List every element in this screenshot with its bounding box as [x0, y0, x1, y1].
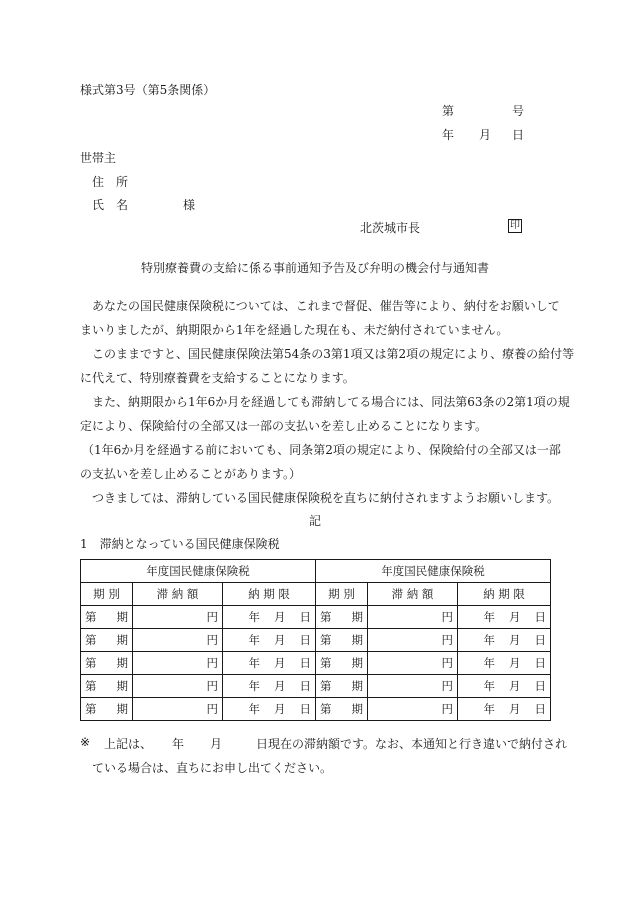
period-suffix: 期 [116, 633, 128, 647]
due-day: 日 [534, 679, 546, 693]
table-row [81, 652, 551, 675]
table-row [81, 675, 551, 698]
due-date-cell [223, 698, 316, 721]
yen-unit: 円 [441, 702, 453, 716]
col-header-amount: 滞 納 額 [368, 583, 458, 606]
period-suffix: 期 [351, 679, 363, 693]
period-suffix: 期 [116, 679, 128, 693]
doc-number-suffix: 号 [512, 104, 525, 118]
period-prefix: 第 [85, 633, 117, 647]
doc-date-day: 日 [512, 128, 525, 142]
period-suffix: 期 [116, 610, 128, 624]
issuer-name: 北茨城市長 [360, 221, 421, 235]
body-line-2: まいりましたが、納期限から1年を経過した現在も、未だ納付されていません。 [80, 323, 509, 337]
due-day: 日 [534, 633, 546, 647]
addressee-heading: 世帯主 [80, 151, 117, 165]
amount-cell [133, 698, 223, 721]
due-month: 月 [509, 679, 521, 693]
address-label: 住 所 [92, 175, 129, 189]
due-year: 年 [248, 702, 260, 716]
due-date-cell [223, 652, 316, 675]
period-cell [316, 698, 368, 721]
due-month: 月 [274, 702, 286, 716]
due-year: 年 [483, 656, 495, 670]
due-day: 日 [299, 656, 311, 670]
period-prefix: 第 [85, 702, 117, 716]
period-prefix: 第 [320, 679, 352, 693]
amount-cell [368, 698, 458, 721]
note-year: 年 [172, 737, 185, 751]
amount-cell [133, 675, 223, 698]
body-line-5: また、納期限から1年6か月を経過しても滞納してる場合には、同法第63条の2第1項の規 [92, 395, 570, 409]
due-month: 月 [274, 679, 286, 693]
due-month: 月 [509, 610, 521, 624]
yen-unit: 円 [206, 679, 218, 693]
due-month: 月 [509, 702, 521, 716]
group-header-left: 年度国民健康保険税 [81, 560, 316, 583]
ki-marker: 記 [308, 514, 321, 528]
doc-date-year: 年 [442, 128, 455, 142]
due-day: 日 [534, 702, 546, 716]
due-day: 日 [299, 633, 311, 647]
period-prefix: 第 [320, 702, 352, 716]
body-line-7: （1年6か月を経過する前においても、同条第2項の規定により、保険給付の全部又は一部 [82, 443, 561, 457]
table-column-header-row [81, 583, 551, 606]
col-header-period: 期 別 [316, 583, 368, 606]
yen-unit: 円 [441, 610, 453, 624]
period-cell [316, 652, 368, 675]
col-header-due: 納 期 限 [458, 583, 551, 606]
period-prefix: 第 [85, 656, 117, 670]
due-month: 月 [274, 610, 286, 624]
amount-cell [133, 652, 223, 675]
table-row [81, 606, 551, 629]
yen-unit: 円 [206, 702, 218, 716]
due-date-cell [223, 675, 316, 698]
due-day: 日 [299, 679, 311, 693]
due-month: 月 [509, 656, 521, 670]
due-month: 月 [274, 633, 286, 647]
col-header-due: 納 期 限 [223, 583, 316, 606]
due-year: 年 [483, 679, 495, 693]
due-year: 年 [248, 656, 260, 670]
form-label: 様式第3号（第5条関係） [80, 83, 216, 97]
yen-unit: 円 [441, 656, 453, 670]
note-month: 月 [210, 737, 223, 751]
period-cell [316, 629, 368, 652]
period-suffix: 期 [351, 656, 363, 670]
period-prefix: 第 [320, 610, 352, 624]
body-line-3: このままですと、国民健康保険法第54条の3第1項又は第2項の規定により、療養の給付等 [92, 347, 575, 361]
amount-cell [368, 652, 458, 675]
period-suffix: 期 [116, 656, 128, 670]
period-cell [81, 698, 133, 721]
due-date-cell [458, 606, 551, 629]
due-year: 年 [483, 633, 495, 647]
honorific: 様 [183, 198, 196, 212]
body-line-6: 定により、保険給付の全部又は一部の支払いを差し止めることになります。 [80, 419, 488, 433]
arrears-table [80, 559, 551, 721]
body-line-8: の支払いを差し止めることがあります。） [80, 467, 302, 481]
table-group-header-row [81, 560, 551, 583]
note-text-1: 上記は、 [104, 737, 153, 751]
yen-unit: 円 [206, 610, 218, 624]
section-heading: 1 滞納となっている国民健康保険税 [80, 537, 280, 551]
due-date-cell [458, 652, 551, 675]
amount-cell [133, 629, 223, 652]
due-date-cell [458, 629, 551, 652]
due-year: 年 [483, 610, 495, 624]
yen-unit: 円 [206, 633, 218, 647]
period-prefix: 第 [85, 679, 117, 693]
note-text-3: ている場合は、直ちにお申し出てください。 [92, 761, 333, 775]
period-cell [81, 606, 133, 629]
doc-number-prefix: 第 [442, 104, 455, 118]
body-line-4: に代えて、特別療養費を支給することになります。 [80, 371, 355, 385]
period-prefix: 第 [320, 656, 352, 670]
period-cell [81, 652, 133, 675]
period-suffix: 期 [116, 702, 128, 716]
body-line-1: あなたの国民健康保険税については、これまで督促、催告等により、納付をお願いして [92, 299, 560, 313]
due-year: 年 [483, 702, 495, 716]
period-suffix: 期 [351, 702, 363, 716]
period-prefix: 第 [320, 633, 352, 647]
yen-unit: 円 [441, 679, 453, 693]
due-date-cell [458, 698, 551, 721]
due-month: 月 [274, 656, 286, 670]
period-cell [316, 675, 368, 698]
due-day: 日 [534, 610, 546, 624]
due-year: 年 [248, 679, 260, 693]
period-prefix: 第 [85, 610, 117, 624]
col-header-period: 期 別 [81, 583, 133, 606]
due-year: 年 [248, 610, 260, 624]
due-date-cell [223, 629, 316, 652]
name-label: 氏 名 [92, 198, 129, 212]
period-cell [81, 675, 133, 698]
table-row [81, 698, 551, 721]
period-suffix: 期 [351, 610, 363, 624]
doc-date-month: 月 [479, 128, 492, 142]
amount-cell [368, 629, 458, 652]
amount-cell [368, 606, 458, 629]
document-title: 特別療養費の支給に係る事前通知予告及び弁明の機会付与通知書 [140, 261, 489, 275]
due-month: 月 [509, 633, 521, 647]
due-day: 日 [299, 702, 311, 716]
due-date-cell [458, 675, 551, 698]
seal-stamp: 印 [510, 220, 520, 231]
amount-cell [133, 606, 223, 629]
period-cell [81, 629, 133, 652]
amount-cell [368, 675, 458, 698]
note-mark: ※ [80, 735, 91, 749]
period-cell [316, 606, 368, 629]
due-day: 日 [299, 610, 311, 624]
table-row [81, 629, 551, 652]
group-header-right: 年度国民健康保険税 [316, 560, 551, 583]
due-year: 年 [248, 633, 260, 647]
col-header-amount: 滞 納 額 [133, 583, 223, 606]
due-day: 日 [534, 656, 546, 670]
period-suffix: 期 [351, 633, 363, 647]
note-text-2: 日現在の滞納額です。なお、本通知と行き違いで納付され [256, 737, 568, 751]
due-date-cell [223, 606, 316, 629]
yen-unit: 円 [441, 633, 453, 647]
yen-unit: 円 [206, 656, 218, 670]
body-line-9: つきましては、滞納している国民健康保険税を直ちに納付されますようお願いします。 [92, 491, 560, 505]
